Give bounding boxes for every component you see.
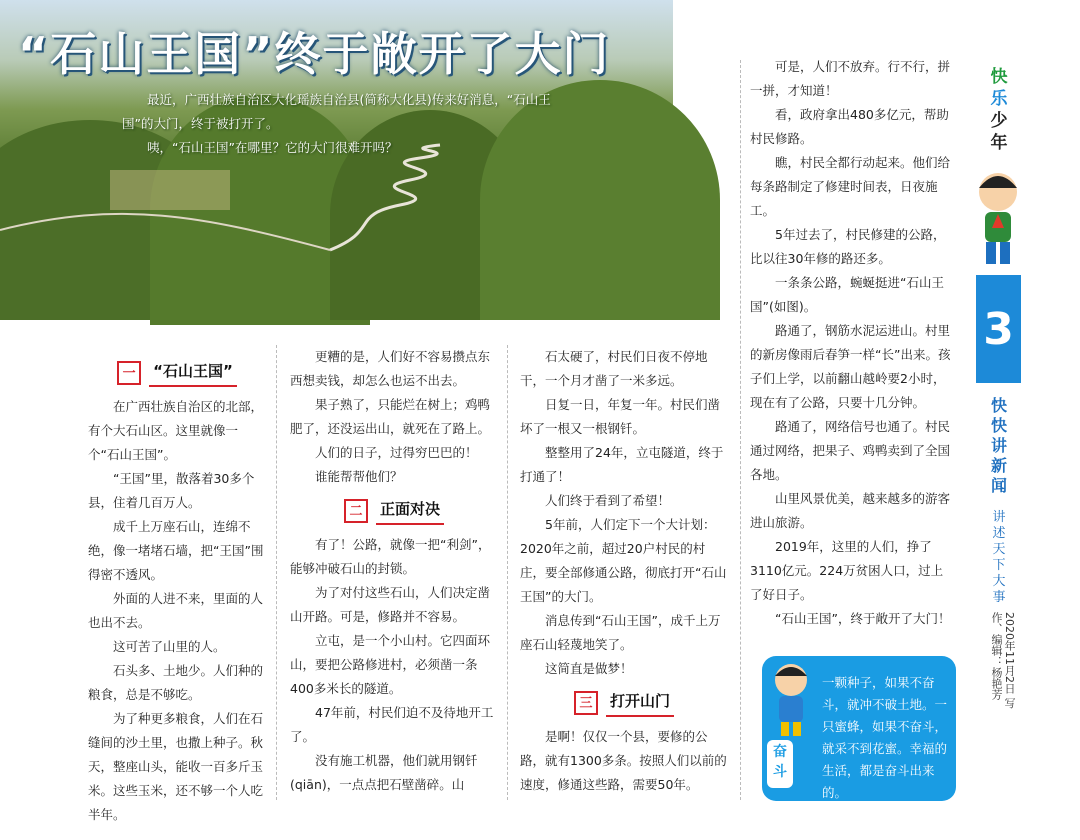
column-divider [507,345,508,800]
section-number: 三 [574,691,598,715]
brand-logo [984,66,1014,154]
paragraph: 5年前，人们定下一个大计划：2020年之前，超过20户村民的村庄，要全部修通公路，彻底打开“石山王国”的大门。 [520,517,727,604]
brand-char: 年 [990,133,1008,153]
section-heading [520,689,728,717]
page-title: “石山王国”终于敞开了大门 [18,27,611,81]
paragraph: 没有施工机器，他们就用钢钎(qiān)，一点点把石壁凿碎。山 [290,753,478,792]
paragraph: 石太硬了，村民们日夜不停地干，一个月才凿了一米多远。 [520,349,708,388]
brand-char: 少 [990,111,1008,131]
paragraph: 人们终于看到了希望！ [545,493,671,508]
paragraph: 日复一日，年复一年。村民们凿坏了一根又一根钢钎。 [520,397,721,436]
paragraph: 这可苦了山里的人。 [113,639,226,654]
paragraph: 石头多、土地少。人们种的粮食，总是不够吃。 [88,663,264,702]
callout-text: 一颗种子，如果不奋斗，就冲不破土地。一只蜜蜂，如果不奋斗，就采不到花蜜。幸福的生活，都是奋斗出来的。 [822,675,948,800]
section-heading [290,497,498,525]
paragraph: 更糟的是，人们好不容易攒点东西想卖钱，却怎么也运不出去。 [290,349,491,388]
paragraph: 立屯，是一个小山村。它四面环山，要把公路修进村，必须凿一条400多米长的隧道。 [290,633,491,696]
article-column-1 [88,345,266,827]
section-heading [88,359,266,387]
paragraph: 一条条公路，蜿蜒挺进“石山王国”(如图)。 [750,275,944,314]
paragraph: 整整用了24年，立屯隧道，终于打通了！ [520,445,724,484]
paragraph: 消息传到“石山王国”，成千上万座石山轻蔑地笑了。 [520,613,721,652]
section-title: “石山王国” [149,359,237,387]
paragraph: “石山王国”，终于敞开了大门！ [775,611,951,626]
section-name: 快快讲新闻 [990,396,1007,495]
kid-illustration-icon [762,660,820,740]
paragraph: 看，政府拿出480多亿元，帮助村民修路。 [750,107,949,146]
paragraph: 有了！公路，就像一把“利剑”，能够冲破石山的封锁。 [290,537,491,576]
paragraph: 瞧，村民全都行动起来。他们给每条路制定了修建时间表，日夜施工。 [750,155,951,218]
paragraph: 果子熟了，只能烂在树上；鸡鸭肥了，还没运出山，就死在了路上。 [290,397,491,436]
paragraph: 为了对付这些石山，人们决定凿山开路。可是，修路并不容易。 [290,585,491,624]
article-column-3 [520,345,728,797]
intro-paragraph: 最近，广西壮族自治区大化瑶族自治县(简称大化县)传来好消息，“石山王国”的大门，终于被打开了。 [122,92,551,131]
paragraph: 47年前，村民们迫不及待地开工了。 [290,705,494,744]
paragraph: 这简直是做梦！ [545,661,633,676]
intro-paragraph: 咦，“石山王国”在哪里？它的大门很难开吗？ [147,140,398,155]
brand-char: 快 [990,67,1008,87]
section-number: 一 [117,361,141,385]
paragraph: 路通了，钢筋水泥运进山。村里的新房像雨后春笋一样“长”出来。孩子们上学，以前翻山越岭要2小时，现在有了公路，只要十几分钟。 [750,323,951,410]
paragraph: 可是，人们不放弃。行不行，拼一拼，才知道！ [750,59,951,98]
paragraph: 2019年，这里的人们，挣了3110亿元。224万贫困人口，过上了好日子。 [750,539,944,602]
paragraph: 路通了，网络信号也通了。村民通过网络，把果子、鸡鸭卖到了全国各地。 [750,419,951,482]
intro-text [122,88,562,160]
column-divider [276,345,277,800]
paragraph: 为了种更多粮食，人们在石缝间的沙土里，也撒上种子。秋天，整座山头，能收一百多斤玉米。这些玉米，还不够一个人吃半年。 [88,711,264,822]
hero-photo [0,0,673,273]
paragraph: 5年过去了，村民修建的公路，比以往30年修的路还多。 [750,227,946,266]
column-divider [740,60,741,800]
section-title: 正面对决 [376,497,444,525]
section-number: 二 [344,499,368,523]
callout-badge: 奋斗 [767,740,793,788]
paragraph: 山里风景优美，越来越多的游客进山旅游。 [750,491,951,530]
article-column-2 [290,345,498,797]
article-column-4 [750,55,955,631]
mascot-icon [966,168,1030,278]
paragraph: “王国”里，散落着30多个县，住着几百万人。 [88,471,255,510]
paragraph: 人们的日子，过得穷巴巴的！ [315,445,478,460]
page-number: 3 [976,275,1021,383]
section-subtitle: 讲述天下大事 [992,510,1006,605]
credits: 2020年11月2日 写作、编辑：杨艳芳 [990,612,1016,709]
paragraph: 是啊！仅仅一个县，要修的公路，就有1300多条。按照人们以前的速度，修通这些路，需要50年。 [520,729,727,792]
paragraph: 外面的人进不来，里面的人也出不去。 [88,591,264,630]
paragraph: 成千上万座石山，连绵不绝，像一堵堵石墙，把“王国”围得密不透风。 [88,519,264,582]
brand-char: 乐 [990,89,1008,109]
section-title: 打开山门 [606,689,674,717]
paragraph: 在广西壮族自治区的北部，有个大石山区。这里就像一个“石山王国”。 [88,399,264,462]
paragraph: 谁能帮帮他们？ [315,469,403,484]
